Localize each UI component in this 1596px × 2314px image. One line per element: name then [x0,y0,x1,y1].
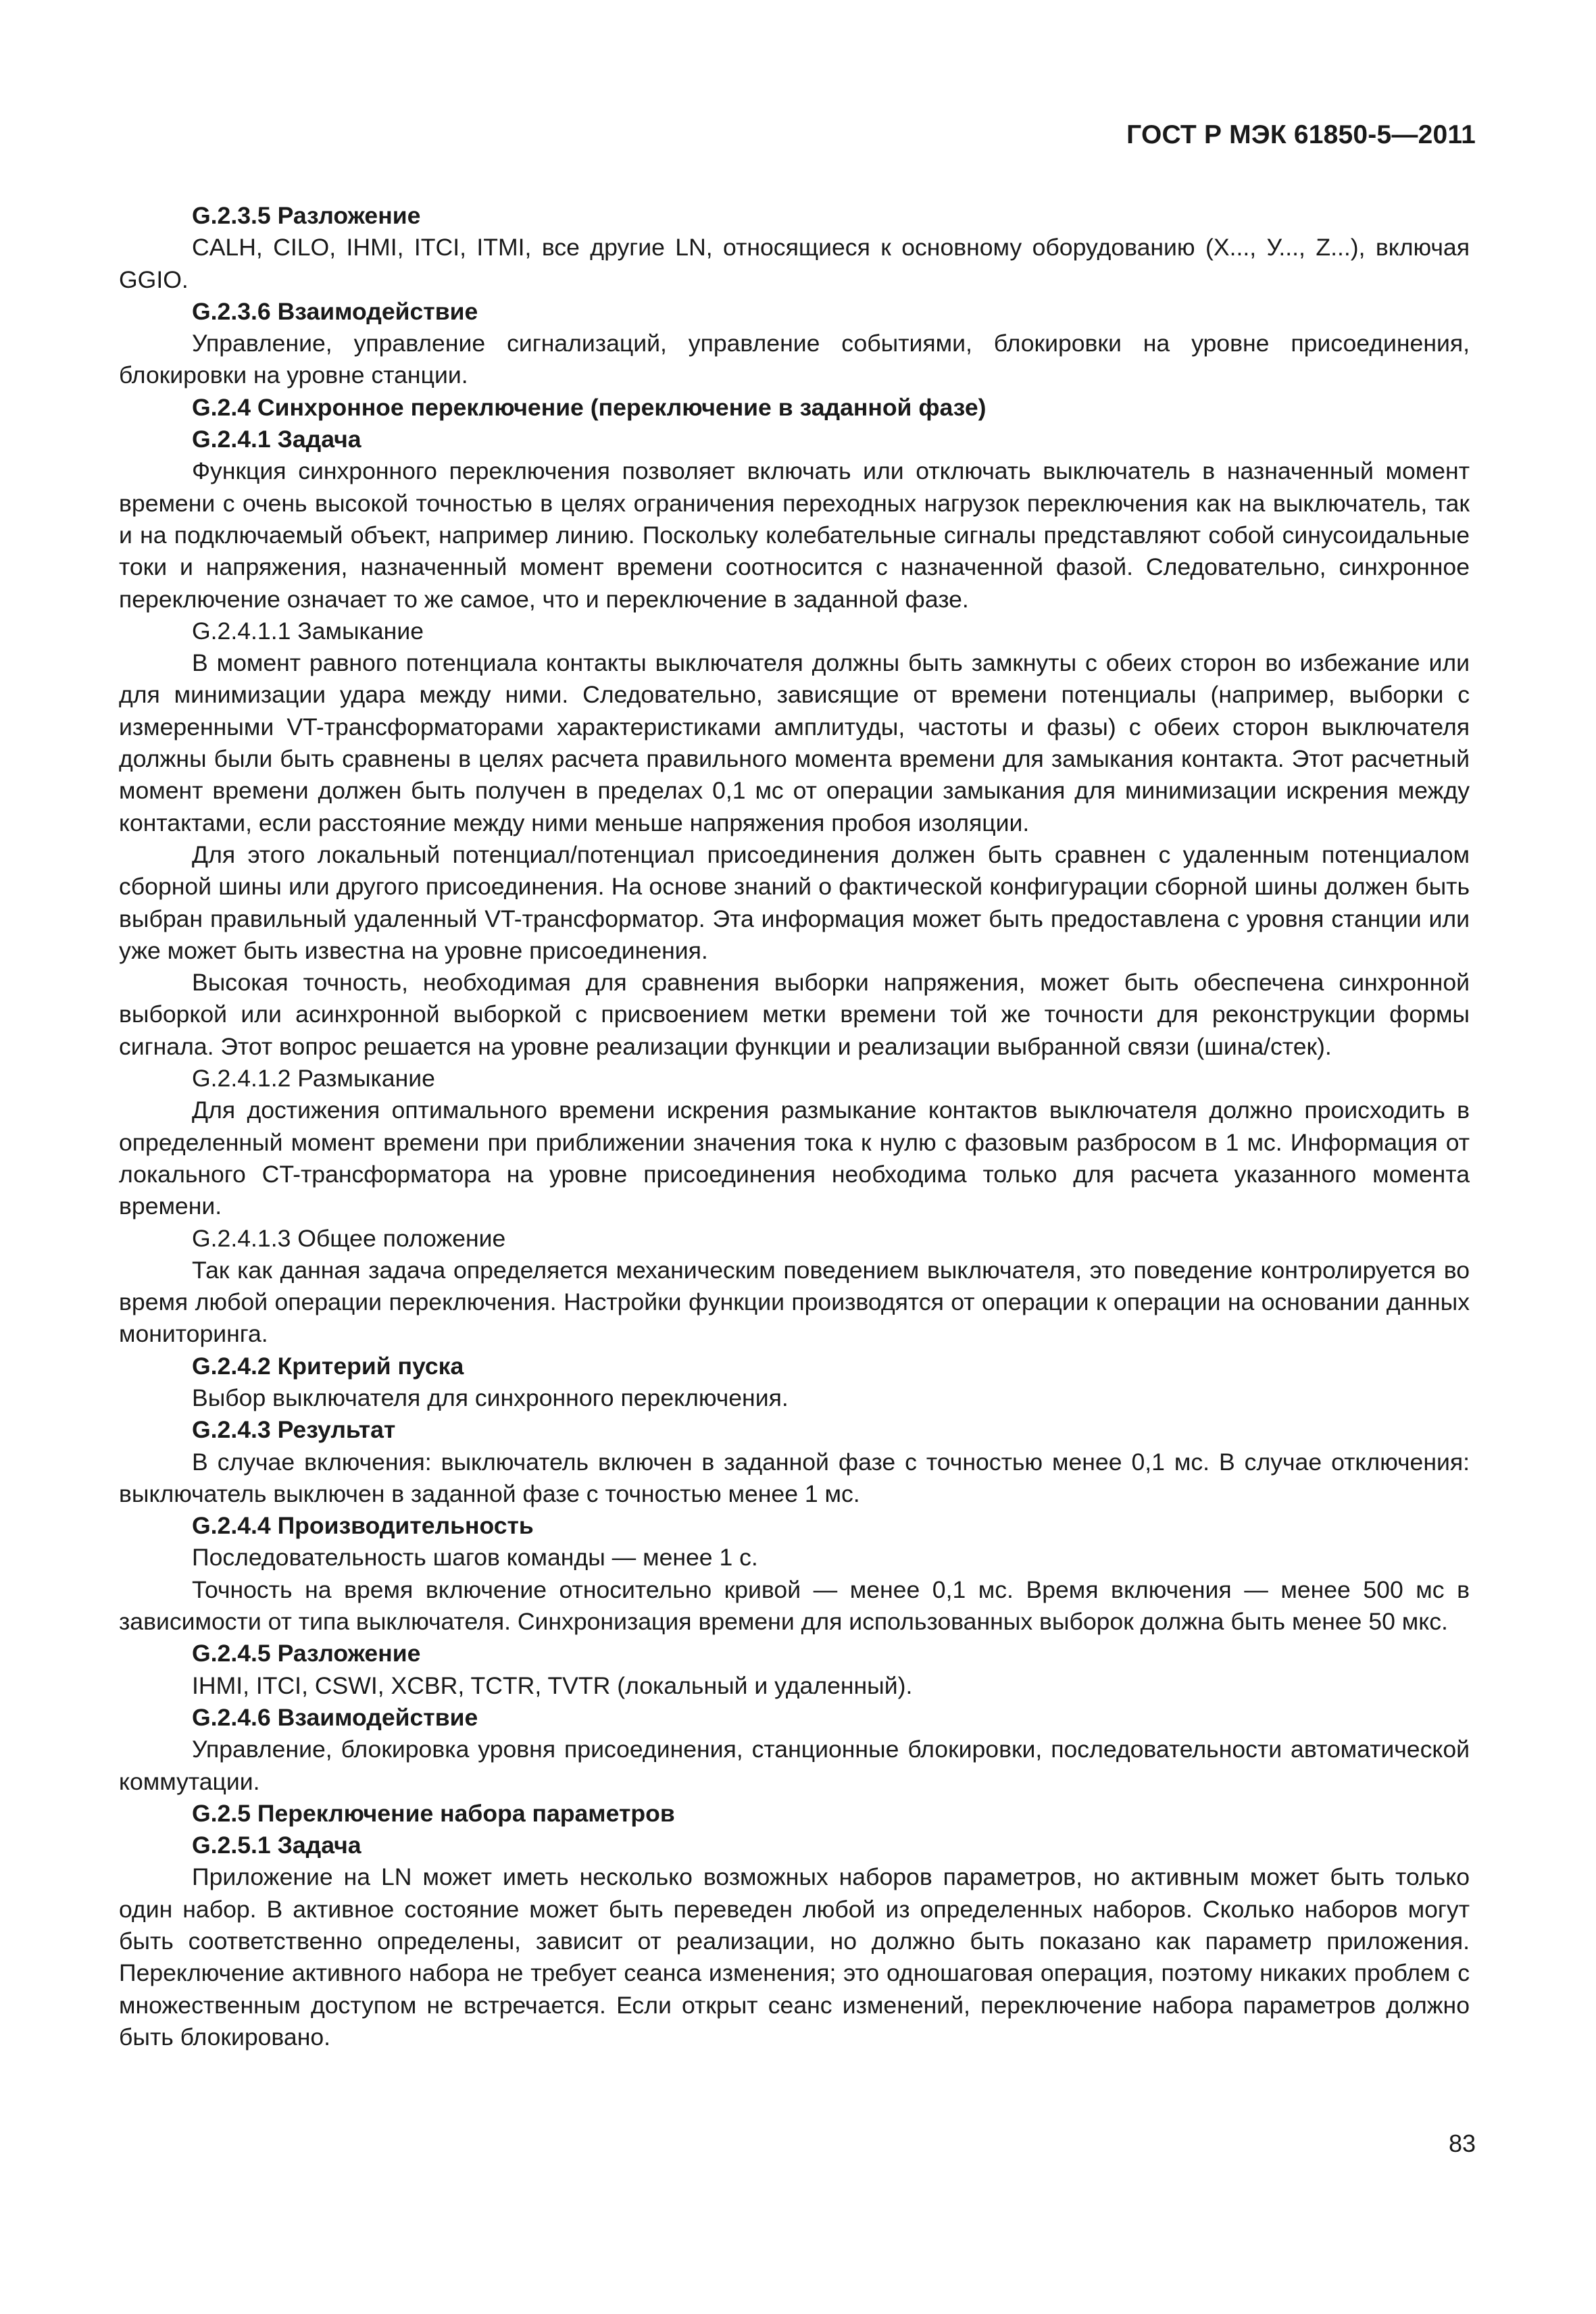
section-heading-g2-5-1: G.2.5.1 Задача [192,1832,361,1859]
section-heading-g2-3-6: G.2.3.6 Взаимодействие [192,297,478,325]
paragraph: Для достижения оптимального времени искрения размыкание контактов выключателя должно происходить в определенный момент времени при приближении значения тока к нулю с фазовым разбросом в 1 мс. Информация от локального CT-трансформатора на уровне присоединения необходима только для расчета указанного момента времени. [119,1097,1470,1220]
standard-header: ГОСТ Р МЭК 61850-5—2011 [1126,120,1476,149]
paragraph: Точность на время включение относительно кривой — менее 0,1 мс. Время включения — менее 500 мс в зависимости от типа выключателя. Синхронизация времени для использованных выборок должна быть менее 50 мкс. [119,1576,1470,1636]
paragraph: Управление, блокировка уровня присоединения, станционные блокировки, последовательности автоматической коммутации. [119,1736,1470,1795]
section-heading-g2-4-4: G.2.4.4 Производительность [192,1512,534,1540]
paragraph: В момент равного потенциала контакты выключателя должны быть замкнуты с обеих сторон во избежание или для минимизации удара между ними. Следовательно, зависящие от времени потенциалы (например, выборки с измеренными VT-трансформаторами характеристиками амплитуды, частоты и фазы) с обеих сторон выключателя должны были быть сравнены в целях расчета правильного момента времени для замыкания контакта. Этот расчетный момент времени должен быть получен в пределах 0,1 мс от операции замыкания для минимизации искрения между контактами, если расстояние между ними меньше напряжения пробоя изоляции. [119,649,1470,836]
paragraph: IHMI, ITCI, CSWI, XCBR, TCTR, TVTR (локальный и удаленный). [192,1671,913,1699]
section-heading-g2-4: G.2.4 Синхронное переключение (переключение в заданной фазе) [192,393,987,421]
paragraph: Управление, управление сигнализаций, управление событиями, блокировки на уровне присоединения, блокировки на уровне станции. [119,330,1470,389]
section-heading-g2-3-5: G.2.3.5 Разложение [192,202,421,229]
section-heading-g2-4-2: G.2.4.2 Критерий пуска [192,1352,464,1380]
section-heading-g2-4-1: G.2.4.1 Задача [192,426,361,453]
subsection-label-g2-4-1-3: G.2.4.1.3 Общее положение [192,1224,506,1252]
body-text [119,200,1470,2053]
paragraph: CALH, CILO, IHMI, ITCI, ITMI, все другие LN, относящиеся к основному оборудованию (X..., У..., Z...), включая GGIO. [119,234,1470,293]
paragraph: В случае включения: выключатель включен в заданной фазе с точностью менее 0,1 мс. В случае отключения: выключатель выключен в заданной фазе с точностью менее 1 мс. [119,1448,1470,1507]
paragraph: Для этого локальный потенциал/потенциал присоединения должен быть сравнен с удаленным потенциалом сборной шины или другого присоединения. На основе знаний о фактической конфигурации сборной шины должен быть выбран правильный удаленный VT-трансформатор. Эта информация может быть предоставлена с уровня станции или уже может быть известна на уровне присоединения. [119,840,1470,964]
subsection-label-g2-4-1-1: G.2.4.1.1 Замыкание [192,617,424,645]
paragraph: Приложение на LN может иметь несколько возможных наборов параметров, но активным может быть только один набор. В активное состояние может быть переведен любой из определенных наборов. Сколько наборов могут быть соответственно определены, зависит от реализации, но должно быть показано как параметр приложения. Переключение активного набора не требует сеанса изменения; это одношаговая операция, поэтому никаких проблем с множественным доступом не встречается. Если открыт сеанс изменений, переключение набора параметров должно быть блокировано. [119,1863,1470,2051]
section-heading-g2-5: G.2.5 Переключение набора параметров [192,1799,675,1827]
subsection-label-g2-4-1-2: G.2.4.1.2 Размыкание [192,1065,435,1092]
section-heading-g2-4-3: G.2.4.3 Результат [192,1416,396,1444]
section-heading-g2-4-6: G.2.4.6 Взаимодействие [192,1703,478,1731]
paragraph: Функция синхронного переключения позволяет включать или отключать выключатель в назначенный момент времени с очень высокой точностью в целях ограничения переходных нагрузок переключения как на выключатель, так и на подключаемый объект, например линию. Поскольку колебательные сигналы представляют собой синусоидальные токи и напряжения, назначенный момент времени соотносится с назначенной фазой. Следовательно, синхронное переключение означает то же самое, что и переключение в заданной фазе. [119,457,1470,613]
paragraph: Так как данная задача определяется механическим поведением выключателя, это поведение контролируется во время любой операции переключения. Настройки функции производятся от операции к операции на основании данных мониторинга. [119,1256,1470,1348]
page-number: 83 [1448,2130,1476,2157]
paragraph: Последовательность шагов команды — менее 1 с. [192,1544,758,1571]
section-heading-g2-4-5: G.2.4.5 Разложение [192,1640,421,1667]
paragraph: Высокая точность, необходимая для сравнения выборки напряжения, может быть обеспечена синхронной выборкой или асинхронной выборкой с присвоением метки времени той же точности для реконструкции формы сигнала. Этот вопрос решается на уровне реализации функции и реализации выбранной связи (шина/стек). [119,969,1470,1060]
paragraph: Выбор выключателя для синхронного переключения. [192,1384,789,1411]
